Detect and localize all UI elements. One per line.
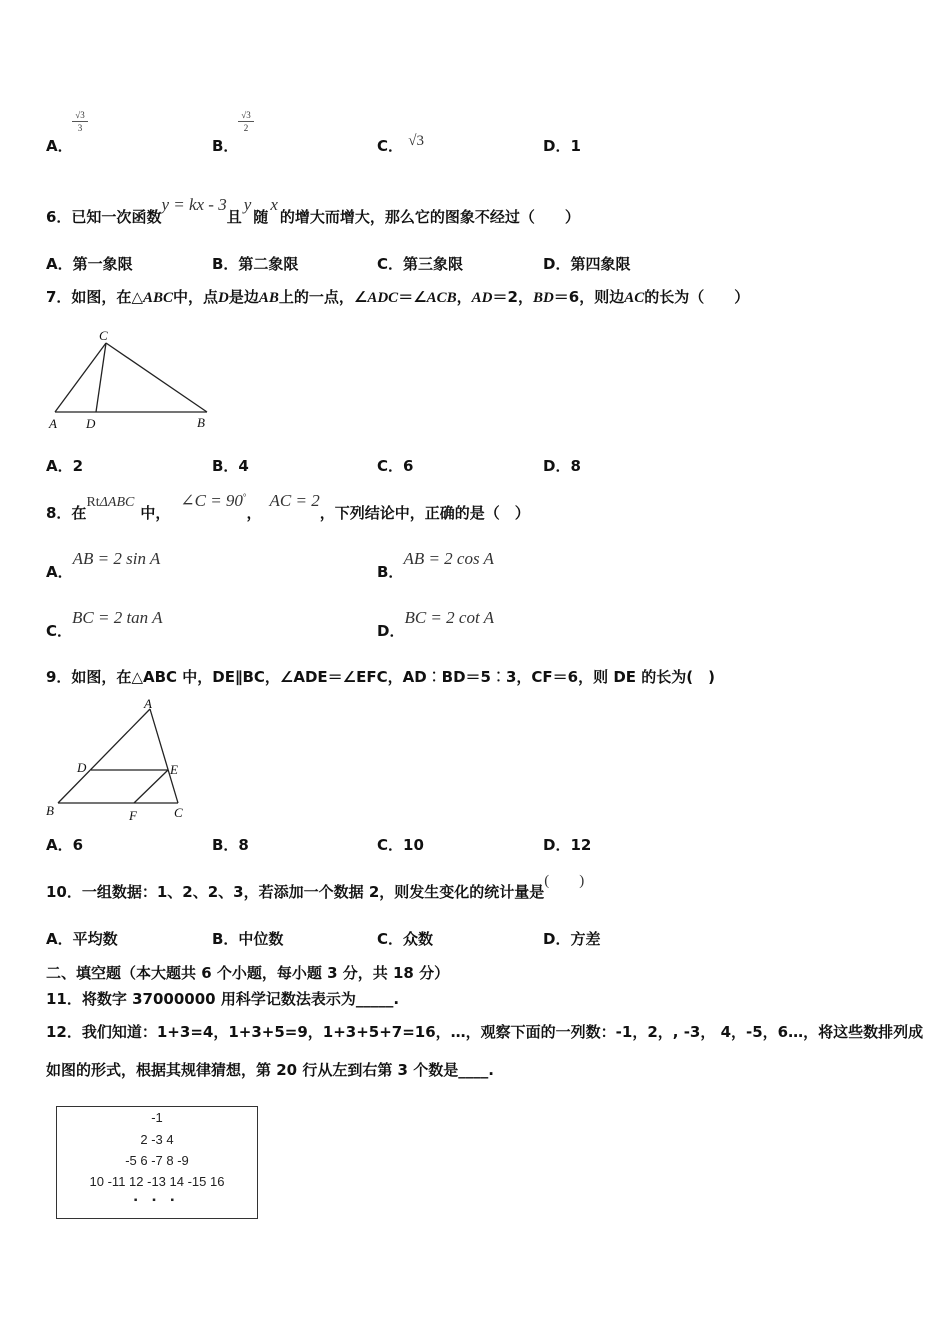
q7-s3: 是边 (228, 288, 259, 306)
section-2-heading: 二、填空题（本大题共 6 个小题，每小题 3 分，共 18 分） (46, 964, 450, 982)
q7-label-a: A (49, 416, 57, 431)
q5-option-a (46, 137, 73, 155)
q10-option-a: A．平均数 (46, 930, 118, 948)
q8-p2: 中， (140, 504, 171, 522)
q8-option-a (46, 549, 161, 581)
q7-s9: 的长为（ ） (644, 288, 750, 306)
q9-option-c: C．10 (377, 836, 424, 854)
q9-option-a: A．6 (46, 836, 84, 854)
q8-option-c-label: C． (46, 622, 73, 640)
q12-row-1: -1 (151, 1110, 163, 1125)
q7-option-c: C．6 (377, 457, 414, 475)
q5-option-a-numerator: √3 (75, 110, 85, 120)
q6-option-d: D．第四象限 (543, 255, 631, 273)
q5-option-c-label: C． (377, 137, 404, 155)
q7-option-d: D．8 (543, 457, 581, 475)
q11-stem: 11．将数字 37000000 用科学记数法表示为_____. (46, 990, 400, 1008)
q10-option-c: C．众数 (377, 930, 434, 948)
q10-option-d: D．方差 (543, 930, 601, 948)
q12-line-2: 如图的形式，根据其规律猜想，第 20 行从左到右第 3 个数是____. (46, 1061, 494, 1079)
q5-option-a-denominator: 3 (77, 123, 83, 133)
q5-option-d-label: D． (543, 137, 571, 155)
q7-adc: ADC (367, 290, 399, 306)
q6-stem-p4: 的增大而增大，那么它的图象不经过（ ） (279, 208, 580, 226)
q7-s7: ＝2， (492, 288, 533, 306)
q6-option-c: C．第三象限 (377, 255, 464, 273)
q7-acb: ACB (426, 290, 457, 306)
q12-row-2: 2 -3 4 (140, 1132, 174, 1147)
q5-option-d (543, 137, 581, 155)
q8-ac: AC = 2 (269, 491, 320, 510)
q5-option-b-fraction (238, 110, 254, 133)
q7-ab: AB (258, 290, 279, 306)
q9-label-d: D (77, 760, 87, 775)
q9-label-b: B (46, 803, 54, 818)
q12-row-4: 10 -11 12 -13 14 -15 16 (89, 1174, 225, 1189)
q5-option-d-text: 1 (570, 137, 581, 155)
q7-label-c: C (99, 328, 108, 343)
q10-option-b: B．中位数 (212, 930, 284, 948)
q9-label-e: E (170, 762, 178, 777)
q5-option-b-label: B． (212, 137, 239, 155)
q5-option-c (377, 133, 424, 156)
q7-triangle-figure (44, 326, 219, 436)
q7-s6: ， (456, 288, 472, 306)
q7-option-b: B．4 (212, 457, 249, 475)
q8-option-c (46, 608, 163, 640)
q7-s5: ＝∠ (398, 288, 427, 306)
q6-option-a: A．第一象限 (46, 255, 133, 273)
q10-paren: ( ) (544, 873, 585, 889)
q7-ad: AD (471, 290, 493, 306)
q8-p3: ， (246, 504, 262, 522)
q10-stem (46, 873, 585, 902)
q9-label-f: F (129, 808, 137, 823)
q7-s1: 7．如图，在△ (46, 288, 143, 306)
q12-line-1: 12．我们知道：1+3=4，1+3+5=9，1+3+5+7=16，…，观察下面的一列数：-1，2，, -3， 4，-5，6…，将这些数排列成 (46, 1023, 924, 1041)
q6-option-b: B．第二象限 (212, 255, 299, 273)
q9-option-b: B．8 (212, 836, 249, 854)
q7-label-b: B (197, 415, 205, 430)
q5-option-a-label: A． (46, 137, 73, 155)
q9-stem: 9．如图，在△ABC 中，DE∥BC，∠ADE＝∠EFC，AD︰BD＝5︰3，CF＝6，则 DE 的长为( ) (46, 668, 715, 686)
q5-option-b-numerator: √3 (241, 110, 251, 120)
q8-option-d-formula: BC = 2 cot A (404, 608, 494, 627)
q8-rt: Rt (86, 495, 100, 510)
q7-option-a: A．2 (46, 457, 84, 475)
q6-var-x: x (270, 195, 278, 214)
q7-stem (46, 288, 749, 307)
q7-d: D (218, 290, 229, 306)
q8-option-d (377, 608, 494, 640)
q5-option-a-fraction (72, 110, 88, 133)
q12-row-3: -5 6 -7 8 -9 (125, 1153, 189, 1168)
q6-stem (46, 195, 580, 226)
q8-angle: ∠C = 90 (180, 491, 243, 510)
q6-stem-p1: 6．已知一次函数 (46, 208, 162, 226)
q12-row-5: ▪ ▪ ▪ (133, 1195, 181, 1206)
q9-label-c: C (174, 805, 183, 820)
q9-label-a: A (144, 696, 152, 711)
q8-option-b (377, 549, 494, 581)
q7-s8: ＝6，则边 (553, 288, 625, 306)
q5-option-b-denominator: 2 (243, 123, 249, 133)
q7-label-d: D (86, 416, 96, 431)
q8-option-a-formula: AB = 2 sin A (72, 549, 161, 568)
q8-triangle: ΔABC (99, 495, 135, 510)
q6-stem-p2: 且 (226, 208, 242, 226)
q9-option-d: D．12 (543, 836, 592, 854)
q6-var-y: y (243, 195, 252, 214)
q8-option-d-label: D． (377, 622, 405, 640)
q7-s4: 上的一点，∠ (278, 288, 368, 306)
q9-triangle-figure (42, 696, 192, 826)
q6-formula: y = kx - 3 (161, 195, 227, 214)
q5-option-c-math: √3 (408, 133, 424, 149)
q7-abc: ABC (142, 290, 173, 306)
q8-p4: ，下列结论中，正确的是（ ） (319, 504, 530, 522)
q8-stem (46, 491, 530, 524)
q6-stem-p3: 随 (253, 208, 269, 226)
q5-option-b (212, 137, 238, 155)
q12-number-triangle (56, 1106, 258, 1219)
q8-degree: ° (242, 492, 247, 502)
q10-stem-text: 10．一组数据：1、2、2、3，若添加一个数据 2，则发生变化的统计量是 (46, 883, 545, 901)
q7-ac: AC (624, 290, 645, 306)
q8-option-b-formula: AB = 2 cos A (403, 549, 494, 568)
q8-option-c-formula: BC = 2 tan A (72, 608, 163, 627)
q7-s2: 中，点 (173, 288, 219, 306)
q7-bd: BD (532, 290, 554, 306)
q8-option-a-label: A． (46, 563, 73, 581)
q8-option-b-label: B． (377, 563, 404, 581)
q8-p1: 8．在 (46, 504, 87, 522)
